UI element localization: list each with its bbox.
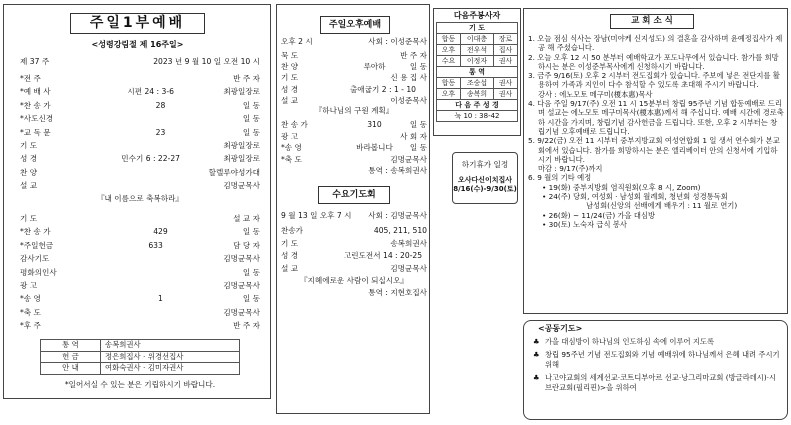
order-detail xyxy=(78,112,243,125)
order-row xyxy=(20,279,260,292)
summer-vacation-box xyxy=(452,152,518,204)
order-detail: 민수기 6 : 22-27 xyxy=(121,154,181,164)
order-row xyxy=(281,131,427,143)
order-person: 김명균목사 xyxy=(390,154,427,164)
morning-order-list-2 xyxy=(20,212,260,333)
afternoon-service-title: 주일오후예배 xyxy=(320,16,390,34)
afternoon-interpreter: 통역 : 송복희권사 xyxy=(368,166,427,175)
order-detail: 시편 24 : 3-6 xyxy=(127,87,174,97)
servant-cell: 장로 xyxy=(493,34,517,45)
duty-role: 통 역 xyxy=(41,340,101,352)
order-label: *후 주 xyxy=(20,321,41,331)
afternoon-host: 사회 : 이성준목사 xyxy=(368,37,427,46)
servant-cell: 집사 xyxy=(493,45,517,56)
order-detail xyxy=(78,306,223,319)
duty-person: 정은희집사 · 위경선집사 xyxy=(101,351,240,363)
order-detail xyxy=(339,131,400,143)
order-row xyxy=(20,166,260,179)
news-item: • 26(화) ~ 11/24(금) 가을 대심방 xyxy=(542,210,656,220)
order-label: 광 고 xyxy=(20,280,38,290)
order-detail: 633 xyxy=(148,240,163,250)
news-item: 5. 9/22(금) 오전 11 시부터 중부지방교회 여성연합회 1 일 생서 연수회가 본교회에서 있습니다. 참가를 희망하시는 분은 엘리베이터 안의 신청서에 기입하시기 바랍니다. xyxy=(528,136,780,164)
order-detail xyxy=(78,72,233,85)
order-row xyxy=(20,72,260,85)
order-person: 반 주 자 xyxy=(233,321,260,331)
afternoon-sermon-title: 『하나님의 구원 계획』 xyxy=(314,106,394,115)
order-row xyxy=(281,142,427,154)
order-label: *찬 송 가 xyxy=(20,100,51,110)
order-row xyxy=(20,319,260,332)
wednesday-order-list xyxy=(281,225,427,275)
afternoon-time: 오후 2 시 xyxy=(281,37,313,46)
servant-row xyxy=(437,56,518,67)
order-detail xyxy=(78,319,233,332)
duty-row xyxy=(41,363,240,375)
order-detail xyxy=(78,212,233,225)
order-label: *주일헌금 xyxy=(20,240,54,250)
church-news-list xyxy=(528,34,784,229)
morning-sermon-title: 『내 이름으로 축복하라』 xyxy=(96,194,184,203)
afternoon-order-list-2 xyxy=(281,119,427,165)
order-person: 일 동 xyxy=(242,294,260,304)
order-label: *축 도 xyxy=(281,154,302,164)
order-row xyxy=(281,154,427,166)
order-detail xyxy=(78,179,223,192)
order-detail xyxy=(339,225,374,238)
order-person: 일 동 xyxy=(242,127,260,137)
prayer-text: 가을 대심방이 하나님의 인도하심 속에 이루어 지도록 xyxy=(545,337,714,346)
order-person: 최광일장로 xyxy=(223,87,260,97)
order-label: *교 독 문 xyxy=(20,127,51,137)
wednesday-interpreter: 통역 : 지현호집사 xyxy=(368,288,427,297)
servant-cell: 권사 xyxy=(493,78,517,89)
order-person: 김명균목사 xyxy=(223,254,260,264)
order-detail xyxy=(339,50,400,61)
order-person: 신 용 집 사 xyxy=(390,73,427,83)
order-person: 일 동 xyxy=(242,100,260,110)
order-person: 사 회 자 xyxy=(400,131,427,141)
order-label: 찬 양 xyxy=(281,62,299,72)
order-row xyxy=(281,61,427,72)
order-detail: 28 xyxy=(155,100,166,110)
order-label: 설 교 xyxy=(281,95,299,105)
next-verse-header: 다 음 주 성 경 xyxy=(437,100,518,111)
order-row xyxy=(20,212,260,225)
order-person: 담 당 자 xyxy=(233,240,260,250)
order-label: 기 도 xyxy=(20,140,38,150)
wednesday-prayer-title: 수요기도회 xyxy=(318,186,390,204)
order-detail: 바라봅니다 xyxy=(356,143,393,152)
servant-cell: 오후 xyxy=(437,89,461,100)
summer-vacation-title: 하기휴가 일정 xyxy=(461,160,509,169)
servant-cell: 조숭섭 xyxy=(461,78,494,89)
common-prayer-title: <공동기도> xyxy=(538,324,583,333)
order-person: 김명균목사 xyxy=(390,263,427,273)
order-detail: 1 xyxy=(158,294,163,304)
order-row xyxy=(20,225,260,238)
club-bullet-icon: ♣ xyxy=(533,337,540,346)
order-row xyxy=(20,139,260,152)
order-label: 성 경 xyxy=(20,154,38,164)
order-detail: 루아하 xyxy=(363,62,386,72)
morning-order-list xyxy=(20,72,260,193)
order-row xyxy=(20,99,260,112)
order-detail: 429 xyxy=(153,227,168,237)
wednesday-host: 사회 : 김명균목사 xyxy=(368,211,427,220)
standing-note: *일어서실 수 있는 분은 기립하시기 바랍니다. xyxy=(64,380,216,389)
news-item: 4. 다음 주일 9/17(주) 오전 11 시 15분부터 창립 95주년 기념 합동예배로 드리며 설교는 에노모토 메구미목사(榎本惠)께서 해 주십니다. 예배 시간에 경로축하 시간을 가지며, 창립기념 감사헌금을 드립니다. 또한, 오후 2 시부터는 창립기념 오후예배로 드립니다. xyxy=(528,99,784,136)
duty-person: 여화숙권사 · 김미자권사 xyxy=(101,363,240,375)
order-person: 일 동 xyxy=(409,120,427,129)
order-row xyxy=(281,263,427,276)
order-row xyxy=(281,84,427,95)
order-detail: 고린도전서 14 : 20-25 xyxy=(343,251,423,260)
order-person: 일 동 xyxy=(242,227,260,237)
servant-cell: 권사 xyxy=(493,56,517,67)
order-label: 평화의인사 xyxy=(20,267,57,277)
order-row xyxy=(281,238,427,251)
order-row xyxy=(281,225,427,238)
servant-cell: 이정자 xyxy=(461,56,494,67)
afternoon-order-list xyxy=(281,50,427,106)
service-date: 2023 년 9 월 10 일 오전 10 시 xyxy=(153,57,260,66)
order-detail xyxy=(78,166,209,179)
order-row xyxy=(281,95,427,106)
order-row xyxy=(281,50,427,61)
news-item: 1. 오늘 점심 식사는 장남(미야케 신지성도) 의 결혼을 감사하며 윤예정집사가 제공 해 주셨습니다. xyxy=(528,34,783,53)
servant-cell: 오후 xyxy=(437,45,461,56)
order-detail xyxy=(339,95,390,106)
order-detail xyxy=(339,263,390,276)
order-label: *송 영 xyxy=(281,143,302,152)
prayer-text: 나고야교회의 세계선교·코트디부아르 선교·낭그리마교회 (방글라데시)·시브란교회(필리핀)>을 위하여 xyxy=(545,372,777,392)
order-label: *전 주 xyxy=(20,74,41,83)
servant-cell: 이대층 xyxy=(461,34,494,45)
order-label: 성 경 xyxy=(281,251,299,260)
order-detail: 출애굽기 2 : 1 - 10 xyxy=(349,84,417,94)
morning-service-header xyxy=(20,58,260,67)
order-label: *송 영 xyxy=(20,294,41,304)
order-person: 할렐루야성가대 xyxy=(208,167,260,177)
wednesday-header xyxy=(281,212,427,221)
servant-row xyxy=(437,78,518,89)
order-label: 찬송가 xyxy=(281,226,304,235)
prayer-header: 기 도 xyxy=(437,23,518,34)
order-label: 찬 송 가 xyxy=(281,120,308,129)
order-label: 기 도 xyxy=(20,214,38,223)
order-row xyxy=(281,72,427,83)
order-label: *사도신경 xyxy=(20,114,54,124)
club-bullet-icon: ♣ xyxy=(533,349,540,359)
order-row xyxy=(20,252,260,265)
interpretation-header: 통 역 xyxy=(437,67,518,78)
news-item: • 30(토) 노숙자 급식 봉사 xyxy=(542,219,627,229)
order-row xyxy=(20,126,260,139)
order-label: *찬 송 가 xyxy=(20,227,51,237)
prayer-item xyxy=(533,373,781,394)
order-detail xyxy=(78,139,223,152)
servant-row xyxy=(437,34,518,45)
next-week-servants-title: 다음주봉사자 xyxy=(453,11,501,20)
order-row xyxy=(20,152,260,165)
order-row xyxy=(20,85,260,98)
order-detail: 23 xyxy=(155,127,166,137)
order-label: 기 도 xyxy=(281,238,299,248)
order-detail xyxy=(339,154,390,166)
common-prayer-list xyxy=(533,337,781,396)
order-person: 최광일장로 xyxy=(223,140,260,150)
duty-row xyxy=(41,351,240,363)
order-row xyxy=(281,250,427,263)
summer-vacation-person: 오사다신이치집사 xyxy=(457,175,513,184)
afternoon-header xyxy=(281,38,427,47)
order-label: 찬 양 xyxy=(20,167,38,177)
order-person: 김명균목사 xyxy=(223,307,260,317)
order-detail xyxy=(339,238,390,251)
order-detail xyxy=(78,266,243,279)
order-detail xyxy=(78,252,223,265)
duty-role: 안 내 xyxy=(41,363,101,375)
order-detail xyxy=(339,72,390,83)
order-detail: 310 xyxy=(367,120,382,129)
order-person: 김명균목사 xyxy=(223,181,260,191)
order-row xyxy=(20,306,260,319)
order-row xyxy=(20,179,260,192)
news-item: 마감 : 9/17(주)까지 xyxy=(538,164,603,174)
news-item: 2. 오늘 오후 12 시 50 분부터 예배학교가 포도나무에서 있습니다. 참가를 희망하시는 분은 이성준부목사에게 신청하시기 바랍니다. xyxy=(528,52,779,71)
order-person: 최광일장로 xyxy=(223,154,260,164)
order-label: 설 교 xyxy=(281,263,299,273)
news-item: 남성회(신앙의 선배에게 배우기 : 11 월로 연기) xyxy=(586,201,738,211)
news-item: 6. 9 월의 기타 예정 xyxy=(528,173,592,183)
duty-role: 헌 금 xyxy=(41,351,101,363)
morning-service-subtitle: <성령강림절 제 16주일> xyxy=(91,40,184,49)
duty-person: 송복희권사 xyxy=(101,340,240,352)
order-label: *축 도 xyxy=(20,307,41,317)
order-label: 묵 도 xyxy=(281,51,299,60)
order-person: 반 주 자 xyxy=(400,51,427,60)
order-row xyxy=(20,239,260,252)
duty-row xyxy=(41,340,240,352)
news-item: 강사 : 에노모토 메구미(榎本惠)목사 xyxy=(538,89,653,99)
order-person: 김명균목사 xyxy=(223,280,260,290)
order-person: 405, 211, 510 xyxy=(373,226,427,235)
news-item: 3. 금주 9/16(토) 오후 2 시부터 전도집회가 있습니다. 주보에 넣은 전단지를 활용하여 가족과 지인이 다수 참석할 수 있도록 초대해 주시기 바랍니다. xyxy=(528,71,780,90)
order-row xyxy=(20,266,260,279)
servant-cell: 수요 xyxy=(437,56,461,67)
servants-table xyxy=(436,22,518,122)
order-row xyxy=(20,292,260,305)
wednesday-sermon-title: 『지혜에로운 사람이 되십시오』 xyxy=(299,276,409,285)
news-item: • 24(주) 당회, 여성회 · 남성회 월례회, 청년회 성경통독회 xyxy=(542,192,728,202)
order-row xyxy=(281,119,427,131)
order-person: 일 동 xyxy=(242,114,260,124)
order-label: 광 고 xyxy=(281,131,299,141)
servant-cell: 전우석 xyxy=(461,45,494,56)
prayer-item xyxy=(533,337,781,348)
order-row xyxy=(20,112,260,125)
order-label: 감사기도 xyxy=(20,254,50,264)
news-item: • 19(화) 중부지방회 염직원회(오후 8 시, Zoom) xyxy=(542,182,701,192)
servant-row xyxy=(437,45,518,56)
servant-cell: 합동 xyxy=(437,34,461,45)
servant-cell: 권사 xyxy=(493,89,517,100)
order-person: 일 동 xyxy=(409,143,427,152)
order-person: 반 주 자 xyxy=(233,74,260,83)
order-person: 설 교 자 xyxy=(233,214,260,223)
order-person: 일 동 xyxy=(409,62,427,72)
wednesday-time: 9 월 13 일 오후 7 시 xyxy=(281,211,352,220)
servant-row xyxy=(437,89,518,100)
week-number: 제 37 주 xyxy=(20,57,50,66)
order-label: 성 경 xyxy=(281,84,299,94)
servant-cell: 합동 xyxy=(437,78,461,89)
order-person: 송복희권사 xyxy=(390,238,427,248)
next-verse: 눅 10 : 38-42 xyxy=(437,111,518,122)
order-person: 일 동 xyxy=(242,267,260,277)
order-label: 설 교 xyxy=(20,181,38,191)
club-bullet-icon: ♣ xyxy=(533,372,540,382)
order-label: *예 배 사 xyxy=(20,87,51,97)
morning-service-title: 주일1부예배 xyxy=(70,13,205,34)
duty-table xyxy=(40,339,240,375)
prayer-text: 창립 95주년 기념 전도집회와 기념 예배위에 하나님께서 은혜 내려 주시기 위해 xyxy=(545,349,780,369)
church-news-title: 교 회 소 식 xyxy=(610,14,694,29)
order-detail xyxy=(78,279,223,292)
summer-vacation-dates: 8/16(수)-9/30(토) xyxy=(453,184,517,193)
prayer-item xyxy=(533,350,781,371)
order-person: 이성준목사 xyxy=(390,95,427,105)
order-label: 기 도 xyxy=(281,73,299,83)
servant-cell: 송복희 xyxy=(461,89,494,100)
